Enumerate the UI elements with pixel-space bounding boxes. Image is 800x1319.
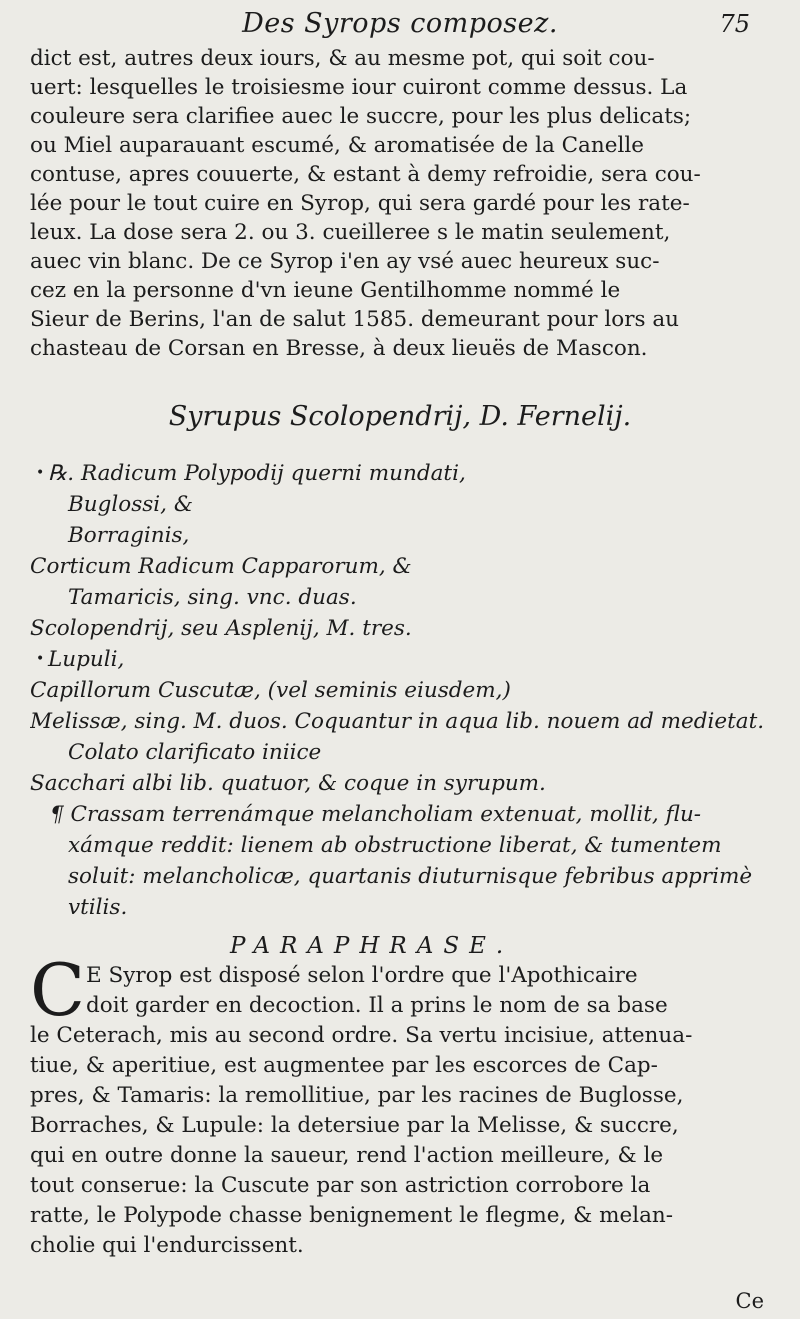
- recipe-line-text: Sacchari albi lib. quatuor, & coque in syrupum.: [30, 771, 546, 796]
- running-head: [30, 8, 770, 44]
- recipe-line: [30, 489, 770, 520]
- recipe-line: [30, 644, 770, 675]
- text-line: tiue, & aperitiue, est augmentee par les escorces de Cap-: [30, 1053, 658, 1078]
- text-line: vtilis.: [68, 895, 128, 920]
- drop-cap: C: [30, 948, 86, 1032]
- text-line: Borraches, & Lupule: la detersiue par la Melisse, & succre,: [30, 1113, 679, 1138]
- text-line: leux. La dose sera 2. ou 3. cueilleree s le matin seulement,: [30, 220, 671, 245]
- recipe-line-text: Borraginis,: [68, 523, 190, 548]
- recipe-list: [30, 458, 770, 799]
- text-line: pres, & Tamaris: la remollitiue, par les racines de Buglosse,: [30, 1083, 684, 1108]
- recipe-line: [30, 675, 770, 706]
- text-line: cez en la personne d'vn ieune Gentilhomme nommé le: [30, 278, 621, 303]
- text-line: ratte, le Polypode chasse benignement le flegme, & melan-: [30, 1203, 674, 1228]
- recipe-line-text: Scolopendrij, seu Asplenij, M. tres.: [30, 616, 412, 641]
- intro-paragraph: [30, 44, 770, 363]
- recipe-line-text: Melissæ, sing. M. duos. Coquantur in aqua lib. nouem ad medietat.: [30, 709, 765, 734]
- section-title: Syrupus Scolopendrij, D. Fernelij.: [168, 401, 632, 432]
- note-paragraph: [30, 799, 770, 923]
- recipe-line: [30, 613, 770, 644]
- text-line: le Ceterach, mis au second ordre. Sa vertu incisiue, attenua-: [30, 1023, 693, 1048]
- recipe-line: [30, 768, 770, 799]
- recipe-line: [30, 551, 770, 582]
- text-line: ¶ Crassam terrenámque melancholiam extenuat, mollit, flu-: [50, 802, 702, 827]
- recipe-line-text: Lupuli,: [48, 647, 125, 672]
- recipe-line-text: Colato clarificato iniice: [68, 740, 322, 765]
- recipe-line-text: Corticum Radicum Capparorum, &: [30, 554, 412, 579]
- paraphrase-heading: PARAPHRASE.: [230, 933, 514, 959]
- margin-bullet-icon: •: [36, 651, 45, 667]
- recipe-line: [30, 706, 770, 737]
- recipe-line-text: ℞. Radicum Polypodij querni mundati,: [48, 461, 466, 486]
- text-line: E Syrop est disposé selon l'ordre que l'Apothicaire: [86, 963, 638, 988]
- text-line: xámque reddit: lienem ab obstructione liberat, & tumentem: [68, 833, 722, 858]
- margin-bullet-icon: •: [36, 465, 45, 481]
- text-line: tout conserue: la Cuscute par son astriction corrobore la: [30, 1173, 651, 1198]
- recipe-line: [30, 520, 770, 551]
- running-head-title: Des Syrops composez.: [242, 8, 558, 39]
- text-line: ou Miel auparauant escumé, & aromatisée de la Canelle: [30, 133, 644, 158]
- recipe-line: [30, 458, 770, 489]
- recipe-line-text: Tamaricis, sing. vnc. duas.: [68, 585, 357, 610]
- text-line: lée pour le tout cuire en Syrop, qui sera gardé pour les rate-: [30, 191, 690, 216]
- page-number: 75: [719, 10, 750, 38]
- text-line: contuse, apres couuerte, & estant à demy refroidie, sera cou-: [30, 162, 701, 187]
- catchword: Ce: [735, 1289, 764, 1313]
- recipe-line: [30, 737, 770, 768]
- text-line: chasteau de Corsan en Bresse, à deux lieuës de Mascon.: [30, 336, 648, 361]
- text-line: uert: lesquelles le troisiesme iour cuiront comme dessus. La: [30, 75, 688, 100]
- text-line: soluit: melancholicæ, quartanis diuturnisque febribus apprimè: [68, 864, 753, 889]
- text-line: cholie qui l'endurcissent.: [30, 1233, 304, 1258]
- text-line: doit garder en decoction. Il a prins le nom de sa base: [86, 993, 668, 1018]
- text-line: qui en outre donne la saueur, rend l'action meilleure, & le: [30, 1143, 664, 1168]
- recipe-line: [30, 582, 770, 613]
- recipe-line-text: Buglossi, &: [68, 492, 193, 517]
- recipe-line-text: Capillorum Cuscutæ, (vel seminis eiusdem,): [30, 678, 511, 703]
- text-line: Sieur de Berins, l'an de salut 1585. demeurant pour lors au: [30, 307, 680, 332]
- text-line: auec vin blanc. De ce Syrop i'en ay vsé auec heureux suc-: [30, 249, 660, 274]
- text-line: couleure sera clarifiee auec le succre, pour les plus delicats;: [30, 104, 692, 129]
- paraphrase-paragraph: [30, 948, 770, 1261]
- text-line: dict est, autres deux iours, & au mesme pot, qui soit cou-: [30, 46, 655, 71]
